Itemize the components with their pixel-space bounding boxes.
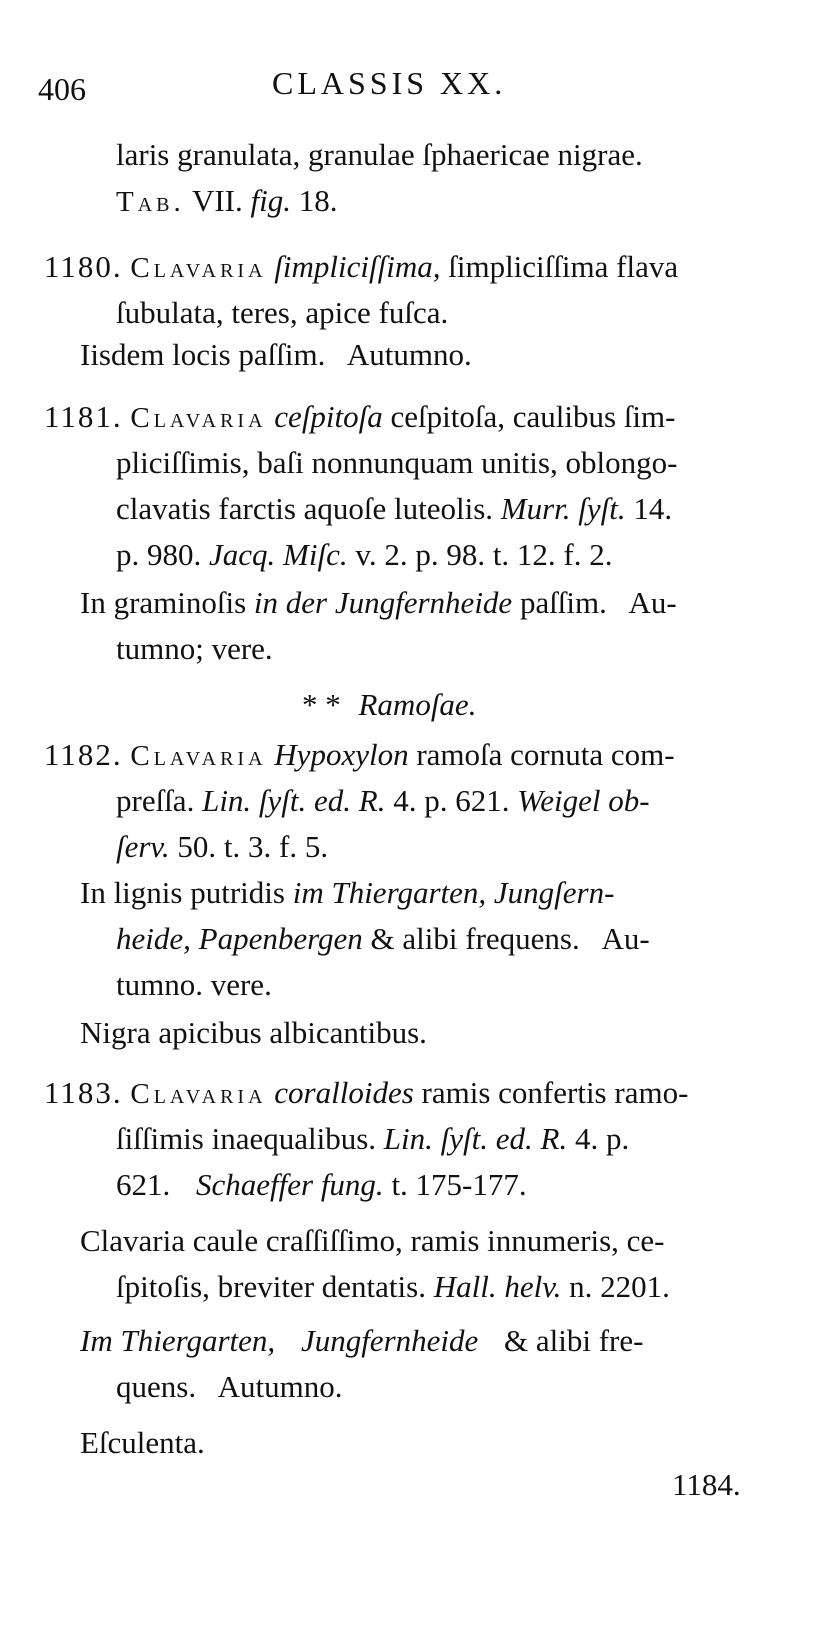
locality-name: Jungſern- [493,875,615,910]
habitat-text: In graminoſis [80,585,247,620]
continuation-line-1: laris granulata, granulae ſphaericae nigrae. [116,137,643,172]
description-text: clavatis farctis aquoſe luteolis. [116,491,494,526]
entry-1180-line-3: Iisdem locis paſſim. Autumno. [80,337,472,372]
entry-1180-heading [44,248,678,287]
species-description: ramoſa cornuta com- [416,737,675,772]
habitat-frequency: & alibi fre- [504,1323,644,1358]
page-number: 406 [38,71,86,107]
entry-number: 1183. [44,1075,123,1110]
entry-1182-heading [44,736,675,775]
entry-1182-line-2 [116,782,650,820]
genus-name: Clavaria [130,402,267,434]
continuation-line-2 [116,182,337,221]
tab-label: Tab. [116,186,185,218]
species-name: coralloides [274,1075,414,1110]
locality-name: Im Thiergarten, [80,1323,276,1358]
section-stars: * * [302,687,341,722]
reference-work: Lin. ſyſt. ed. R. [383,1121,568,1156]
locality-name: heide, [116,921,191,956]
habitat-frequency: & alibi frequens. [370,921,580,956]
reference-work: Weigel ob- [517,783,650,818]
reference-work: Lin. ſyſt. ed. R. [202,783,386,818]
entry-1183-line-5 [116,1268,670,1306]
locality-name: in der Jungfernheide [253,585,513,620]
entry-1182-line-7: Nigra apicibus albicantibus. [80,1015,427,1050]
locality-name: Papenbergen [198,921,363,956]
species-description: ſimpliciſſima flava [448,249,679,284]
locality-name: Jungfernheide [300,1323,479,1358]
genus-name: Clavaria [130,252,267,284]
entry-1181-line-2: pliciſſimis, baſi nonnunquam unitis, oblongo- [116,445,678,480]
species-description: ramis confertis ramo- [421,1075,689,1110]
reference-locator: 4. p. [574,1121,630,1156]
reference-volume: 14. [633,491,673,526]
entry-1183-line-8: Eſculenta. [80,1425,205,1460]
season-text: Au- [601,921,650,956]
entry-1181-line-6: tumno; vere. [116,631,273,666]
entry-1183-line-6 [80,1322,643,1360]
reference-work: Murr. ſyſt. [500,491,626,526]
reference-locator: v. 2. p. 98. t. 12. f. 2. [355,537,613,572]
species-description: ceſpitoſa, caulibus ſim- [390,399,676,434]
entry-1183-line-7: quens. Autumno. [116,1369,343,1404]
entry-1183-line-4: Clavaria caule craſſiſſimo, ramis innumeris, ce- [80,1223,665,1258]
reference-page: p. 980. [116,537,202,572]
entry-number: 1181. [44,399,123,434]
section-heading [302,686,476,724]
entry-1183-line-2 [116,1120,629,1158]
reference-work: Jacq. Miſc. [209,537,348,572]
entry-1183-heading [44,1074,688,1113]
reference-work: ſerv. [116,829,170,864]
habitat-text: In lignis putridis [80,875,285,910]
section-label: Ramoſae. [358,687,477,722]
description-text: ſiſſimis inaequalibus. [116,1121,377,1156]
reference-locator: 4. p. 621. [393,783,510,818]
reference-locator: t. 175-177. [391,1167,527,1202]
description-text: preſſa. [116,783,195,818]
habitat-frequency: paſſim. Au- [519,585,677,620]
entry-1182-line-4 [80,874,614,912]
entry-1181-line-4 [116,536,613,574]
tab-number: VII. [191,183,243,218]
reference-locator: n. 2201. [569,1269,670,1304]
reference-locator: 50. t. 3. f. 5. [177,829,329,864]
reference-page: 621. [116,1167,171,1202]
entry-number: 1182. [44,737,123,772]
genus-name: Clavaria [130,1078,267,1110]
running-title: CLASSIS XX. [272,65,507,101]
fig-label: fig. [250,183,291,218]
description-text: ſpitoſis, breviter dentatis. [116,1269,426,1304]
entry-1182-line-6: tumno. vere. [116,967,272,1002]
reference-work: Hall. helv. [433,1269,562,1304]
entry-1181-line-3 [116,490,672,528]
entry-1181-line-5 [80,584,677,622]
fig-number: 18. [298,183,338,218]
entry-1181-heading [44,398,675,437]
locality-name: im Thiergarten, [292,875,487,910]
entry-1180-line-2: ſubulata, teres, apice fuſca. [116,295,449,330]
genus-name: Clavaria [130,740,267,772]
entry-1182-line-3 [116,828,328,866]
species-name: Hypoxylon [274,737,409,772]
reference-work: Schaeffer fung. [196,1167,384,1202]
entry-1182-line-5 [116,920,650,958]
entry-number: 1180. [44,249,123,284]
species-name: ſimpliciſſima, [274,249,441,284]
entry-1183-line-3 [116,1166,527,1204]
catchword: 1184. [672,1467,741,1502]
species-name: ceſpitoſa [274,399,383,434]
